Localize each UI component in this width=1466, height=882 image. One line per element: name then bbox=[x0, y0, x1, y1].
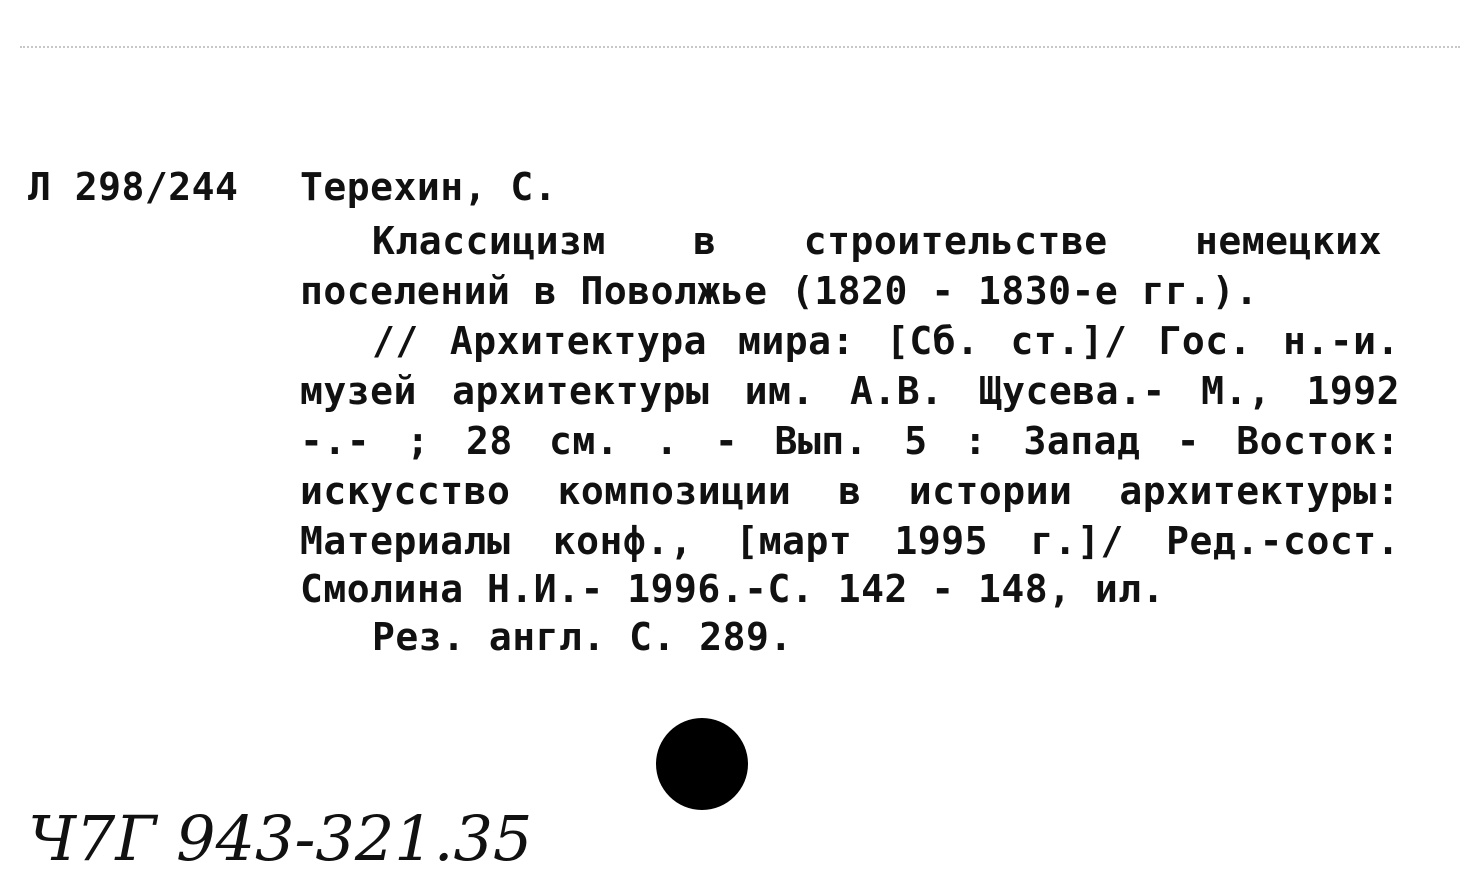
source-word: музей bbox=[300, 369, 417, 413]
source-word: 28 bbox=[465, 419, 513, 463]
source-word: Запад bbox=[1023, 419, 1141, 463]
title-word: немецких bbox=[1194, 219, 1382, 263]
handwritten-classification bbox=[28, 790, 568, 880]
source-word: - bbox=[1176, 419, 1200, 463]
title-line-1 bbox=[372, 219, 1382, 263]
source-line-1 bbox=[372, 319, 1400, 363]
source-word: [Сб. bbox=[885, 319, 980, 363]
source-word: истории bbox=[908, 469, 1073, 513]
source-word: - bbox=[714, 419, 739, 463]
title-word: Классицизм bbox=[372, 219, 606, 263]
source-word: им. bbox=[744, 369, 815, 413]
source-word: конф., bbox=[552, 519, 693, 563]
source-word: . bbox=[655, 419, 679, 463]
source-word: Вып. bbox=[774, 419, 869, 463]
source-word: Гос. bbox=[1158, 319, 1252, 363]
source-word: н.-и. bbox=[1283, 319, 1400, 363]
source-word: г.]/ bbox=[1030, 519, 1124, 563]
handwritten-code: Ч7Г 943-321.35 bbox=[28, 802, 533, 875]
source-word: архитектуры: bbox=[1119, 469, 1400, 513]
source-line-3 bbox=[300, 419, 1400, 463]
source-line-5 bbox=[300, 519, 1400, 563]
source-word: 5 bbox=[904, 419, 928, 463]
shelf-mark: Л 298/244 bbox=[28, 165, 239, 209]
source-word: Восток: bbox=[1236, 419, 1400, 463]
title-line-2: поселений в Поволжье (1820 - 1830-е гг.). bbox=[300, 269, 1259, 313]
source-word: ; bbox=[406, 419, 430, 463]
source-word: -.- bbox=[300, 419, 371, 463]
source-word: Щусева.- bbox=[978, 369, 1166, 413]
source-word: М., bbox=[1201, 369, 1272, 413]
summary-note: Рез. англ. С. 289. bbox=[372, 615, 793, 659]
source-word: см. bbox=[548, 419, 620, 463]
source-line-4 bbox=[300, 469, 1400, 513]
source-word: искусство bbox=[300, 469, 511, 513]
source-word: мира: bbox=[738, 319, 855, 363]
title-word: строительстве bbox=[803, 219, 1108, 263]
author: Терехин, С. bbox=[300, 165, 558, 209]
source-word: композиции bbox=[557, 469, 792, 513]
source-word: А.В. bbox=[850, 369, 944, 413]
source-word: ст.]/ bbox=[1010, 319, 1128, 363]
source-line-6: Смолина Н.И.- 1996.-С. 142 - 148, ил. bbox=[300, 567, 1165, 611]
source-word: Ред.-сост. bbox=[1166, 519, 1400, 563]
source-word: Материалы bbox=[300, 519, 511, 563]
source-word: [март bbox=[735, 519, 853, 563]
source-line-2 bbox=[300, 369, 1400, 413]
source-word: в bbox=[838, 469, 862, 513]
source-word: Архитектура bbox=[449, 319, 707, 363]
source-word: // bbox=[372, 319, 419, 363]
punch-hole bbox=[656, 718, 748, 810]
source-word: 1992 bbox=[1306, 369, 1400, 413]
source-word: 1995 bbox=[894, 519, 989, 563]
source-word: : bbox=[963, 419, 988, 463]
title-word: в bbox=[693, 219, 717, 263]
scan-noise-divider bbox=[20, 46, 1460, 48]
source-word: архитектуры bbox=[452, 369, 710, 413]
